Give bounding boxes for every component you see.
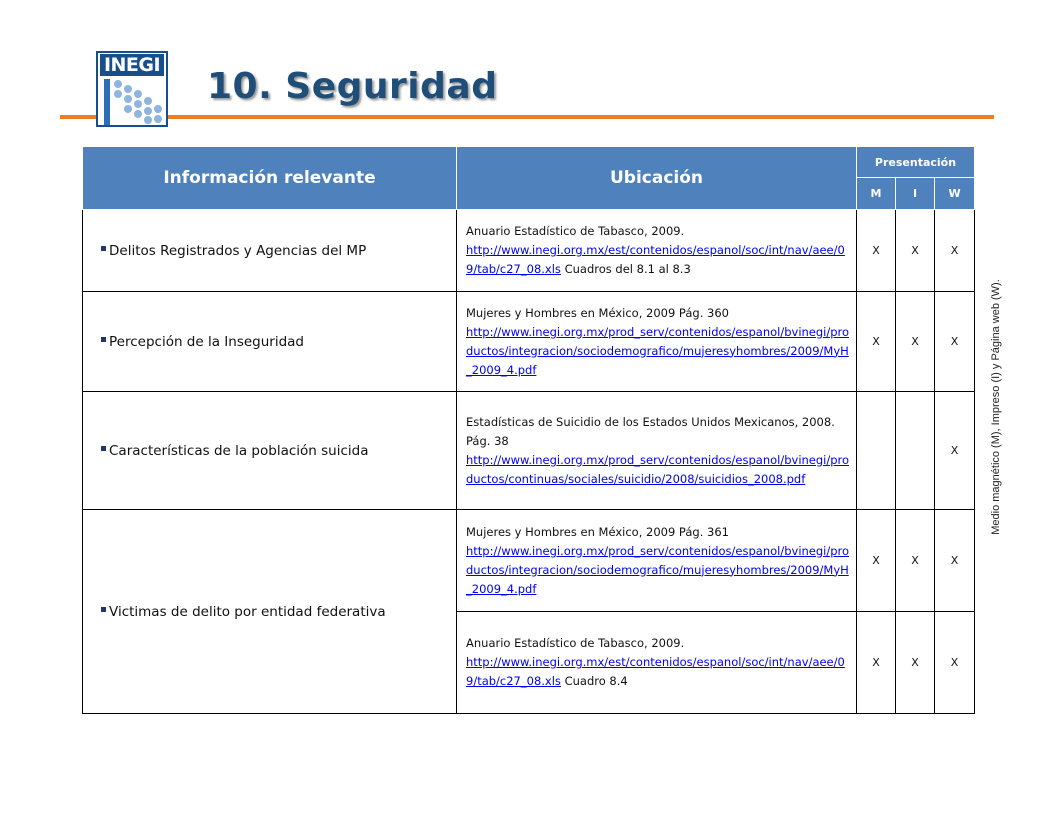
topic-label: Percepción de la Inseguridad <box>109 333 304 350</box>
source-text: Mujeres y Hombres en México, 2009 Pág. 361 <box>466 524 729 539</box>
mark-m <box>857 392 896 510</box>
mark-w: X <box>935 510 975 612</box>
source-text: Anuario Estadístico de Tabasco, 2009. <box>466 636 685 650</box>
mark-m: X <box>857 510 896 612</box>
table-row <box>83 510 975 612</box>
mark-i: X <box>896 510 935 612</box>
location-cell <box>457 612 857 714</box>
topic-cell <box>83 392 457 510</box>
location-cell <box>457 292 857 392</box>
mark-i: X <box>896 612 935 714</box>
source-link[interactable]: http://www.inegi.org.mx/est/contenidos/espanol/soc/int/nav/aee/09/tab/c27_08.xls <box>466 243 845 276</box>
source-suffix: Cuadros del 8.1 al 8.3 <box>560 262 691 276</box>
mark-m: X <box>857 612 896 714</box>
source-text: Anuario Estadístico de Tabasco, 2009. <box>466 224 685 238</box>
page-title: 10. Seguridad <box>207 66 498 107</box>
source-suffix: Cuadro 8.4 <box>560 674 628 688</box>
table-row <box>83 392 975 510</box>
table-row <box>83 210 975 292</box>
mark-i <box>896 392 935 510</box>
source-link[interactable]: http://www.inegi.org.mx/est/contenidos/espanol/soc/int/nav/aee/09/tab/c27_08.xls <box>466 655 845 688</box>
header-i: I <box>896 178 935 210</box>
location-cell <box>457 392 857 510</box>
topic-cell <box>83 292 457 392</box>
mark-w: X <box>935 210 975 292</box>
bullet-icon <box>101 246 106 251</box>
source-text: Estadísticas de Suicidio de los Estados Unidos Mexicanos, 2008. Pág. 38 <box>466 414 835 448</box>
table-row <box>83 292 975 392</box>
topic-label: Delitos Registrados y Agencias del MP <box>109 242 367 259</box>
topic-label: Características de la población suicida <box>109 442 369 459</box>
info-table <box>82 146 975 714</box>
mark-i: X <box>896 210 935 292</box>
bullet-icon <box>101 607 106 612</box>
mark-w: X <box>935 392 975 510</box>
location-cell <box>457 210 857 292</box>
bullet-icon <box>101 446 106 451</box>
logo-dots-graphic <box>102 79 164 125</box>
mark-w: X <box>935 292 975 392</box>
topic-cell <box>83 510 457 714</box>
source-text: Mujeres y Hombres en México, 2009 Pág. 360 <box>466 305 729 320</box>
source-link[interactable]: http://www.inegi.org.mx/prod_serv/contenidos/espanol/bvinegi/productos/integracion/sociodemografico/mujeresyhombres/2009/MyH_2009_4.pdf <box>466 543 850 596</box>
mark-m: X <box>857 292 896 392</box>
mark-m: X <box>857 210 896 292</box>
source-link[interactable]: http://www.inegi.org.mx/prod_serv/contenidos/espanol/bvinegi/productos/continuas/sociales/suicidio/2008/suicidios_2008.pdf <box>466 452 850 486</box>
side-note: Medio magnético (M), Impreso (I) y Página web (W). <box>990 279 1002 535</box>
header-m: M <box>857 178 896 210</box>
topic-cell <box>83 210 457 292</box>
topic-label: Victimas de delito por entidad federativa <box>109 603 386 620</box>
mark-w: X <box>935 612 975 714</box>
bullet-icon <box>101 337 106 342</box>
source-link[interactable]: http://www.inegi.org.mx/prod_serv/contenidos/espanol/bvinegi/productos/integracion/sociodemografico/mujeresyhombres/2009/MyH_2009_4.pdf <box>466 324 850 377</box>
inegi-logo <box>96 51 168 127</box>
logo-text: INEGI <box>100 54 164 76</box>
header-rule <box>60 115 994 119</box>
header-presentacion: Presentación <box>857 147 975 178</box>
mark-i: X <box>896 292 935 392</box>
header-info: Información relevante <box>83 147 457 210</box>
header-w: W <box>935 178 975 210</box>
header-ubicacion: Ubicación <box>457 147 857 210</box>
location-cell <box>457 510 857 612</box>
